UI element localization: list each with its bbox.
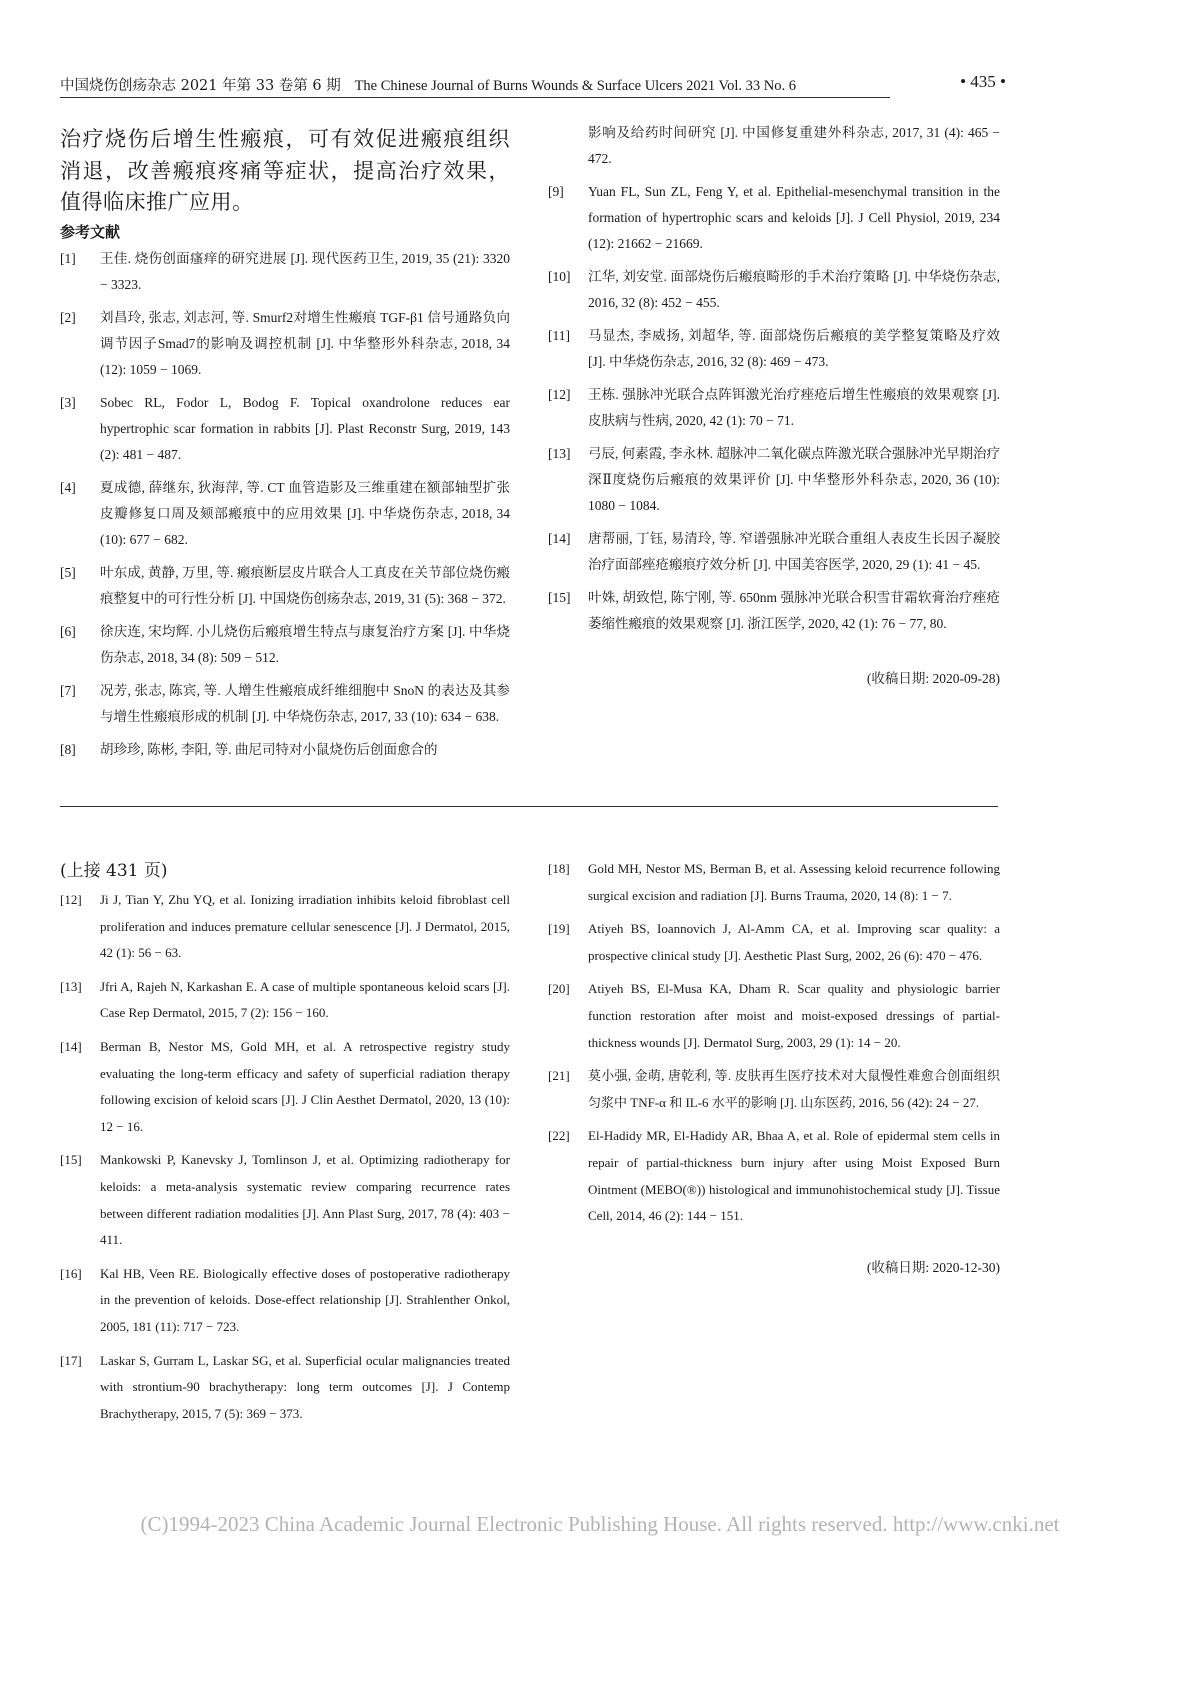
references-heading: 参考文献 [60, 222, 121, 241]
reference-item [60, 1147, 510, 1253]
reference-text: 马显杰, 李威扬, 刘超华, 等. 面部烧伤后瘢痕的美学整复策略及疗效 [J]. 中华烧伤杂志, 2016, 32 (8): 469 − 473. [588, 328, 1000, 369]
reference-number: [13] [60, 978, 82, 994]
reference-item [60, 246, 510, 298]
reference-number: [8] [60, 741, 76, 757]
reference-item [60, 305, 510, 383]
lower-right-column [548, 856, 1000, 1276]
reference-item [60, 619, 510, 671]
body-paragraph: 治疗烧伤后增生性瘢痕，可有效促进瘢痕组织消退，改善瘢痕疼痛等症状，提高治疗效果，值得临床推广应用。 [60, 127, 510, 214]
reference-continuation: 影响及给药时间研究 [J]. 中国修复重建外科杂志, 2017, 31 (4): 465 − 472. [588, 125, 1000, 166]
reference-text: Atiyeh BS, El-Musa KA, Dham R. Scar quality and physiologic barrier function restoration after moist and moist-exposed dressings of partial-thickness wounds [J]. Dermatol Surg, 2003, 29 (1): 14 − 20. [588, 981, 1000, 1050]
journal-header [60, 74, 796, 95]
reference-number: [3] [60, 394, 76, 410]
reference-item [548, 916, 1000, 969]
received-date: (收稿日期: 2020-09-28) [866, 671, 1000, 686]
reference-text: Jfri A, Rajeh N, Karkashan E. A case of multiple spontaneous keloid scars [J]. Case Rep Dermatol, 2015, 7 (2): 156 − 160. [100, 978, 510, 1021]
reference-text: Laskar S, Gurram L, Laskar SG, et al. Superficial ocular malignancies treated with strontium-90 brachytherapy: long term outcomes [J]. J Contemp Brachytherapy, 2015, 7 (5): 369 − 373. [100, 1352, 510, 1421]
journal-title-cn: 中国烧伤创疡杂志 2021 年第 33 卷第 6 期 [60, 78, 341, 94]
reference-item [60, 475, 510, 553]
reference-number: [9] [548, 184, 564, 199]
reference-item [60, 974, 510, 1027]
reference-text: 唐帮丽, 丁钰, 易清玲, 等. 窄谱强脉冲光联合重组人表皮生长因子凝胶治疗面部痤疮瘢痕疗效分析 [J]. 中国美容医学, 2020, 29 (1): 41 − 45. [588, 531, 1000, 572]
reference-list [60, 887, 510, 1427]
reference-text: Gold MH, Nestor MS, Berman B, et al. Assessing keloid recurrence following surgical excision and radiation [J]. Burns Trauma, 2020, 14 (8): 1 − 7. [588, 861, 1000, 903]
reference-item [548, 382, 1000, 434]
copyright-footer: (C)1994-2023 China Academic Journal Electronic Publishing House. All rights reserved. http://www.cnki.net [140, 1512, 1060, 1536]
upper-right-column [548, 120, 1000, 687]
reference-text: Berman B, Nestor MS, Gold MH, et al. A retrospective registry study evaluating the long-term efficacy and safety of superficial radiation therapy following excision of keloid scars [J]. J Clin Aesthet Dermatol, 2020, 13 (10): 12 − 16. [100, 1038, 510, 1134]
reference-item [548, 976, 1000, 1056]
reference-number: [15] [548, 590, 571, 605]
reference-number: [19] [548, 921, 570, 937]
running-header [60, 74, 1006, 100]
reference-item [60, 887, 510, 967]
reference-item [548, 526, 1000, 578]
reference-text: Atiyeh BS, Ioannovich J, Al-Amm CA, et al. Improving scar quality: a prospective clinical study [J]. Aesthetic Plast Surg, 2002, 26 (6): 470 − 476. [588, 921, 1000, 963]
reference-number: [10] [548, 269, 571, 284]
reference-text: Ji J, Tian Y, Zhu YQ, et al. Ionizing irradiation inhibits keloid fibroblast cell proliferation and induces premature cellular senescence [J]. J Dermatol, 2015, 42 (1): 56 − 63. [100, 892, 510, 961]
reference-number: [16] [60, 1265, 82, 1281]
reference-item [60, 560, 510, 612]
reference-number: [7] [60, 682, 76, 698]
reference-item [548, 179, 1000, 257]
reference-number: [4] [60, 479, 76, 495]
reference-text: 刘昌玲, 张志, 刘志河, 等. Smurf2对增生性瘢痕 TGF-β1 信号通路负向调节因子Smad7的影响及调控机制 [J]. 中华整形外科杂志, 2018, 34 (12): 1059 − 1069. [100, 309, 510, 377]
reference-text: 胡珍珍, 陈彬, 李阳, 等. 曲尼司特对小鼠烧伤后创面愈合的 [100, 741, 438, 757]
reference-text: 徐庆连, 宋均辉. 小儿烧伤后瘢痕增生特点与康复治疗方案 [J]. 中华烧伤杂志, 2018, 34 (8): 509 − 512. [100, 623, 510, 665]
reference-item [548, 441, 1000, 519]
reference-text: 叶东成, 黄静, 万里, 等. 瘢痕断层皮片联合人工真皮在关节部位烧伤瘢痕整复中的可行性分析 [J]. 中国烧伤创疡杂志, 2019, 31 (5): 368 − 372. [100, 564, 510, 606]
reference-list [548, 179, 1000, 637]
reference-number: [18] [548, 861, 570, 876]
reference-text: Mankowski P, Kanevsky J, Tomlinson J, et al. Optimizing radiotherapy for keloids: a meta-analysis systematic review comparing recurrence rates between different radiation modalities [J]. Ann Plast Surg, 2017, 78 (4): 403 − 411. [100, 1152, 510, 1248]
reference-item [60, 390, 510, 468]
lower-left-column [60, 856, 510, 1434]
reference-item [548, 323, 1000, 375]
reference-item [60, 1348, 510, 1428]
reference-number: [15] [60, 1152, 82, 1168]
reference-item [60, 1261, 510, 1341]
reference-number: [13] [548, 446, 571, 461]
reference-number: [17] [60, 1352, 82, 1368]
reference-number: [14] [60, 1038, 82, 1054]
reference-item [548, 585, 1000, 637]
header-rule [60, 97, 890, 98]
reference-text: El-Hadidy MR, El-Hadidy AR, Bhaa A, et al. Role of epidermal stem cells in repair of partial-thickness burn injury after using Moist Exposed Burn Ointment (MEBO(®)) histological and immunohistochemical study [J]. Tissue Cell, 2014, 46 (2): 144 − 151. [588, 1128, 1000, 1224]
reference-number: [21] [548, 1068, 570, 1084]
reference-text: 王栋. 强脉冲光联合点阵铒激光治疗痤疮后增生性瘢痕的效果观察 [J]. 皮肤病与性病, 2020, 42 (1): 70 − 71. [588, 387, 1000, 428]
reference-number: [11] [548, 328, 570, 343]
reference-text: Kal HB, Veen RE. Biologically effective doses of postoperative radiotherapy in the prevention of keloids. Dose-effect relationship [J]. Strahlenther Onkol, 2005, 181 (11): 717 − 723. [100, 1265, 510, 1334]
section-divider [60, 806, 998, 807]
reference-item [60, 678, 510, 730]
reference-text: 弓辰, 何素霞, 李永林. 超脉冲二氧化碳点阵激光联合强脉冲光早期治疗深Ⅱ度烧伤后瘢痕的效果评价 [J]. 中华整形外科杂志, 2020, 36 (10): 1080 − 1084. [588, 446, 1000, 513]
reference-number: [20] [548, 981, 570, 997]
reference-list [60, 246, 510, 763]
continued-from-note: (上接 431 页) [60, 861, 168, 881]
reference-text: Yuan FL, Sun ZL, Feng Y, et al. Epithelial-mesenchymal transition in the formation of hypertrophic scars and keloids [J]. J Cell Physiol, 2019, 234 (12): 21662 − 21669. [588, 184, 1000, 251]
reference-number: [5] [60, 564, 76, 580]
reference-text: 江华, 刘安堂. 面部烧伤后瘢痕畸形的手术治疗策略 [J]. 中华烧伤杂志, 2016, 32 (8): 452 − 455. [588, 269, 1000, 310]
reference-item [60, 737, 510, 763]
reference-list [548, 856, 1000, 1230]
reference-text: 莫小强, 金萌, 唐乾利, 等. 皮肤再生医疗技术对大鼠慢性难愈合创面组织匀浆中 TNF-α 和 IL-6 水平的影响 [J]. 山东医药, 2016, 56 (42): 24 − 27. [588, 1068, 1000, 1110]
page-number: • 435 • [960, 72, 1006, 91]
reference-item [548, 1123, 1000, 1229]
reference-text: 叶姝, 胡致恺, 陈宁刚, 等. 650nm 强脉冲光联合积雪苷霜软膏治疗痤疮萎缩性瘢痕的效果观察 [J]. 浙江医学, 2020, 42 (1): 76 − 77, 80. [588, 590, 1000, 631]
reference-item [548, 1063, 1000, 1116]
reference-number: [1] [60, 250, 76, 266]
reference-item [548, 264, 1000, 316]
reference-item [548, 856, 1000, 909]
reference-number: [12] [60, 892, 82, 907]
upper-left-column [60, 124, 510, 770]
reference-text: 况芳, 张志, 陈宾, 等. 人增生性瘢痕成纤维细胞中 SnoN 的表达及其参与增生性瘢痕形成的机制 [J]. 中华烧伤杂志, 2017, 33 (10): 634 − 638. [100, 682, 510, 724]
reference-item [60, 1034, 510, 1140]
reference-number: [12] [548, 387, 571, 402]
reference-number: [22] [548, 1128, 570, 1144]
reference-number: [6] [60, 623, 76, 639]
reference-text: 王佳. 烧伤创面瘙痒的研究进展 [J]. 现代医药卫生, 2019, 35 (21): 3320 − 3323. [100, 250, 510, 292]
reference-text: 夏成德, 薛继东, 狄海萍, 等. CT 血管造影及三维重建在额部轴型扩张皮瓣修复口周及颏部瘢痕中的应用效果 [J]. 中华烧伤杂志, 2018, 34 (10): 677 − 682. [100, 479, 510, 547]
received-date: (收稿日期: 2020-12-30) [866, 1259, 1000, 1275]
reference-text: Sobec RL, Fodor L, Bodog F. Topical oxandrolone reduces ear hypertrophic scar formation in rabbits [J]. Plast Reconstr Surg, 2019, 143 (2): 481 − 487. [100, 394, 510, 462]
journal-title-en: The Chinese Journal of Burns Wounds & Surface Ulcers 2021 Vol. 33 No. 6 [354, 78, 796, 94]
reference-number: [2] [60, 309, 76, 325]
reference-number: [14] [548, 531, 571, 546]
